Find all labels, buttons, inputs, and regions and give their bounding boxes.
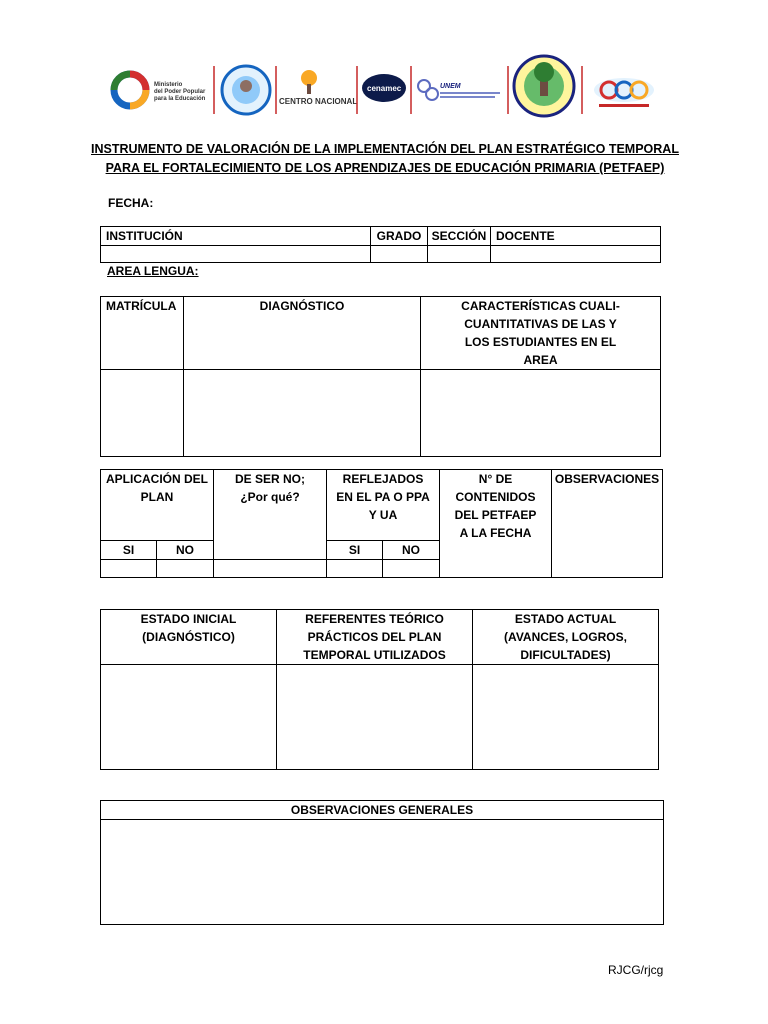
estado-inicial-header: ESTADO INICIAL (DIAGNÓSTICO) bbox=[101, 610, 277, 665]
unem-text: UNEM bbox=[440, 83, 461, 90]
seccion-header: SECCIÓN bbox=[428, 227, 491, 246]
matricula-field[interactable] bbox=[101, 370, 184, 457]
caracteristicas-header: CARACTERÍSTICAS CUALI-CUANTITATIVAS DE LAS Y LOS ESTUDIANTES EN EL AREA bbox=[421, 297, 661, 370]
area-lengua-label: AREA LENGUA: bbox=[107, 264, 199, 278]
aplicacion-no-header: NO bbox=[157, 541, 214, 560]
cenamec-logo bbox=[362, 74, 406, 102]
centro-nacional-text: CENTRO NACIONAL bbox=[279, 97, 358, 106]
docente-field[interactable] bbox=[491, 246, 661, 263]
ministerio-line-2: del Poder Popular bbox=[154, 89, 206, 95]
referentes-header: REFERENTES TEÓRICO PRÁCTICOS DEL PLAN TEMPORAL UTILIZADOS bbox=[277, 610, 473, 665]
matricula-header: MATRÍCULA bbox=[101, 297, 184, 370]
aplicacion-no-field[interactable] bbox=[157, 560, 214, 578]
aplicacion-table bbox=[100, 469, 663, 578]
fecha-label: FECHA: bbox=[108, 196, 154, 210]
de-ser-no-header: DE SER NO; ¿Por qué? bbox=[214, 470, 327, 560]
reflejados-header: REFLEJADOS EN EL PA O PPA Y UA bbox=[327, 470, 440, 541]
n-contenidos-header: N° DE CONTENIDOS DEL PETFAEP A LA FECHA bbox=[440, 470, 552, 578]
aplicacion-si-header: SI bbox=[101, 541, 157, 560]
seccion-field[interactable] bbox=[428, 246, 491, 263]
diagnostico-header: DIAGNÓSTICO bbox=[184, 297, 421, 370]
reflejados-si-field[interactable] bbox=[327, 560, 383, 578]
reflejados-no-header: NO bbox=[383, 541, 440, 560]
seal-2-logo bbox=[514, 56, 574, 116]
footer-initials: RJCG/rjcg bbox=[608, 963, 664, 977]
de-ser-no-field[interactable] bbox=[214, 560, 327, 578]
document-title bbox=[90, 140, 680, 178]
seal-1-logo bbox=[222, 66, 270, 114]
caracteristicas-field[interactable] bbox=[421, 370, 661, 457]
cenamec-text: cenamec bbox=[367, 84, 402, 93]
institucion-header: INSTITUCIÓN bbox=[101, 227, 371, 246]
observaciones-header: OBSERVACIONES bbox=[552, 470, 663, 578]
observaciones-generales-field[interactable] bbox=[101, 820, 664, 925]
reflejados-no-field[interactable] bbox=[383, 560, 440, 578]
title-line-1: INSTRUMENTO DE VALORACIÓN DE LA IMPLEMENTACIÓN DEL PLAN ESTRATÉGICO TEMPORAL bbox=[91, 142, 679, 156]
observaciones-generales-header: OBSERVACIONES GENERALES bbox=[101, 801, 664, 820]
institucion-field[interactable] bbox=[101, 246, 371, 263]
estado-inicial-field[interactable] bbox=[101, 665, 277, 770]
logo-banner bbox=[104, 44, 664, 120]
ministerio-line-1: Ministerio bbox=[154, 82, 183, 88]
grado-field[interactable] bbox=[371, 246, 428, 263]
estado-actual-field[interactable] bbox=[473, 665, 659, 770]
estado-table bbox=[100, 609, 659, 770]
title-line-2: PARA EL FORTALECIMIENTO DE LOS APRENDIZAJES DE EDUCACIÓN PRIMARIA (PETFAEP) bbox=[105, 161, 665, 175]
ministerio-line-3: para la Educación bbox=[154, 96, 206, 102]
estado-actual-header: ESTADO ACTUAL (AVANCES, LOGROS, DIFICULTADES) bbox=[473, 610, 659, 665]
logos-strip bbox=[104, 44, 664, 120]
institution-table bbox=[100, 226, 661, 263]
observaciones-generales-table bbox=[100, 800, 664, 925]
grado-header: GRADO bbox=[371, 227, 428, 246]
reflejados-si-header: SI bbox=[327, 541, 383, 560]
diagnostico-field[interactable] bbox=[184, 370, 421, 457]
referentes-field[interactable] bbox=[277, 665, 473, 770]
docente-header: DOCENTE bbox=[491, 227, 661, 246]
aplicacion-header: APLICACIÓN DEL PLAN bbox=[101, 470, 214, 541]
aplicacion-si-field[interactable] bbox=[101, 560, 157, 578]
diagnostico-table bbox=[100, 296, 661, 457]
